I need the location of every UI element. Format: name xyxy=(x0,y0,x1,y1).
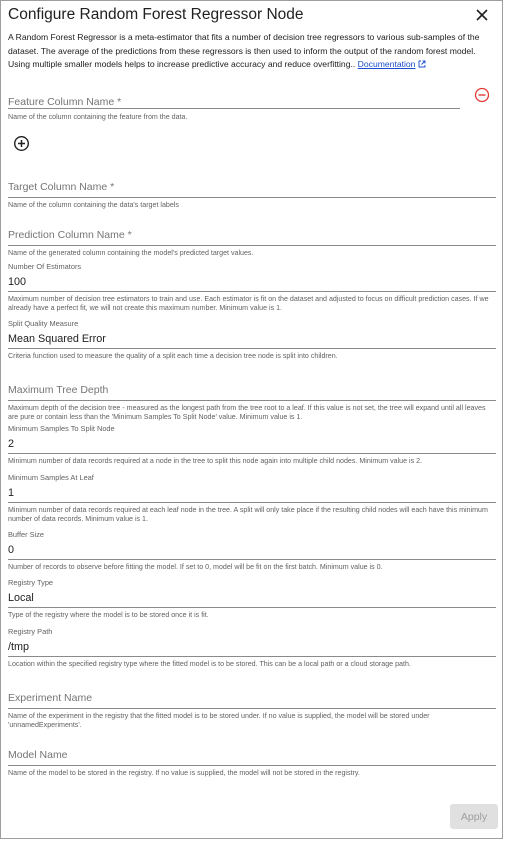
feature-column-help-wrap xyxy=(8,113,496,122)
registry-type-label: Registry Type xyxy=(8,578,54,587)
min-samples-leaf-value[interactable]: 1 xyxy=(8,487,15,499)
split-quality-label: Split Quality Measure xyxy=(8,319,79,328)
experiment-name-field xyxy=(8,688,496,731)
model-name-field xyxy=(8,745,496,778)
prediction-column-field xyxy=(8,225,496,258)
model-name-input[interactable] xyxy=(8,748,496,762)
min-samples-split-value[interactable]: 2 xyxy=(8,438,15,450)
add-circle-icon xyxy=(13,135,30,152)
target-column-input[interactable] xyxy=(8,180,496,194)
prediction-column-underline xyxy=(8,245,496,246)
feature-column-input[interactable] xyxy=(8,95,460,109)
feature-column-field xyxy=(8,92,460,109)
remove-circle-icon xyxy=(474,87,490,103)
min-samples-leaf-help: Minimum number of data records required at each leaf node in the tree. A split will only take place if the resulting child nodes will each have this minimum number of data records. Minimum value is 1. xyxy=(8,506,488,524)
max-depth-field xyxy=(8,380,496,423)
external-link-icon xyxy=(418,60,426,68)
buffer-size-label: Buffer Size xyxy=(8,530,45,539)
max-depth-help: Maximum depth of the decision tree - measured as the longest path from the tree root to a leaf. If this value is not set, the tree will expand until all leaves are pure or contain less than the 'Minimum Samples To Split Node' value. Minimum value is 1. xyxy=(8,404,486,422)
max-depth-input[interactable] xyxy=(8,383,496,397)
add-feature-button[interactable] xyxy=(13,135,30,152)
split-quality-help: Criteria function used to measure the quality of a split each time a decision tree node is split into children. xyxy=(8,352,338,360)
remove-feature-button[interactable] xyxy=(474,87,490,103)
documentation-link[interactable]: Documentation xyxy=(357,59,416,69)
min-samples-split-label: Minimum Samples To Split Node xyxy=(8,424,115,433)
split-quality-field xyxy=(8,319,496,361)
registry-type-select[interactable]: Local xyxy=(8,592,34,604)
registry-path-field xyxy=(8,627,496,669)
registry-type-help: Type of the registry where the model is to be stored once it is fit. xyxy=(8,611,209,619)
close-button[interactable] xyxy=(472,5,492,25)
min-samples-leaf-field xyxy=(8,473,496,525)
max-depth-underline xyxy=(8,400,496,401)
experiment-name-input[interactable] xyxy=(8,691,496,705)
min-samples-leaf-label: Minimum Samples At Leaf xyxy=(8,473,94,482)
apply-button[interactable]: Apply xyxy=(450,804,498,829)
min-samples-leaf-underline xyxy=(8,502,496,503)
description-text: A Random Forest Regressor is a meta-estimator that fits a number of decision tree regressors to various sub-samples of the dataset. The average of the predictions from these regressors is then used to inform the output of the random forest model. Using multiple smaller models helps to increase predictive accuracy and reduce overfitting.. xyxy=(8,32,480,69)
dialog-title: Configure Random Forest Regressor Node xyxy=(8,6,304,23)
min-samples-split-underline xyxy=(8,453,496,454)
registry-path-value[interactable]: /tmp xyxy=(8,641,29,653)
target-column-field xyxy=(8,177,496,210)
num-estimators-help: Maximum number of decision tree estimators to train and use. Each estimator is fit on the dataset and adjusted to focus on difficult prediction cases. If we already have a perfect fit, we will not create this maximum number. Minimum value is 1. xyxy=(8,295,489,313)
registry-type-underline xyxy=(8,607,496,608)
min-samples-split-field xyxy=(8,424,496,466)
split-quality-underline xyxy=(8,348,496,349)
num-estimators-underline xyxy=(8,291,496,292)
registry-path-help: Location within the specified registry type where the fitted model is to be stored. This can be a local path or a cloud storage path. xyxy=(8,660,411,668)
num-estimators-field xyxy=(8,262,496,314)
target-column-underline xyxy=(8,197,496,198)
experiment-name-underline xyxy=(8,708,496,709)
split-quality-select[interactable]: Mean Squared Error xyxy=(8,333,106,345)
prediction-column-input[interactable] xyxy=(8,228,496,242)
buffer-size-field xyxy=(8,530,496,572)
registry-path-label: Registry Path xyxy=(8,627,53,636)
buffer-size-underline xyxy=(8,559,496,560)
model-name-underline xyxy=(8,765,496,766)
prediction-column-help: Name of the generated column containing the model's predicted target values. xyxy=(8,249,254,257)
registry-path-underline xyxy=(8,656,496,657)
buffer-size-help: Number of records to observe before fitting the model. If set to 0, model will be fit on the first batch. Minimum value is 0. xyxy=(8,563,383,571)
experiment-name-help: Name of the experiment in the registry that the fitted model is to be stored under. If no value is supplied, the model will be stored under 'unnamedExperiments'. xyxy=(8,712,430,730)
num-estimators-value[interactable]: 100 xyxy=(8,276,27,288)
model-name-help: Name of the model to be stored in the registry. If no value is supplied, the model will not be stored in the registry. xyxy=(8,769,360,777)
buffer-size-value[interactable]: 0 xyxy=(8,544,15,556)
dialog-description xyxy=(8,31,496,72)
target-column-help: Name of the column containing the data's target labels xyxy=(8,201,179,209)
num-estimators-label: Number Of Estimators xyxy=(8,262,82,271)
min-samples-split-help: Minimum number of data records required at a node in the tree to split this node again into multiple child nodes. Minimum value is 2. xyxy=(8,457,423,465)
feature-column-help: Name of the column containing the feature from the data. xyxy=(8,113,188,121)
close-icon xyxy=(476,9,488,21)
registry-type-field xyxy=(8,578,496,620)
